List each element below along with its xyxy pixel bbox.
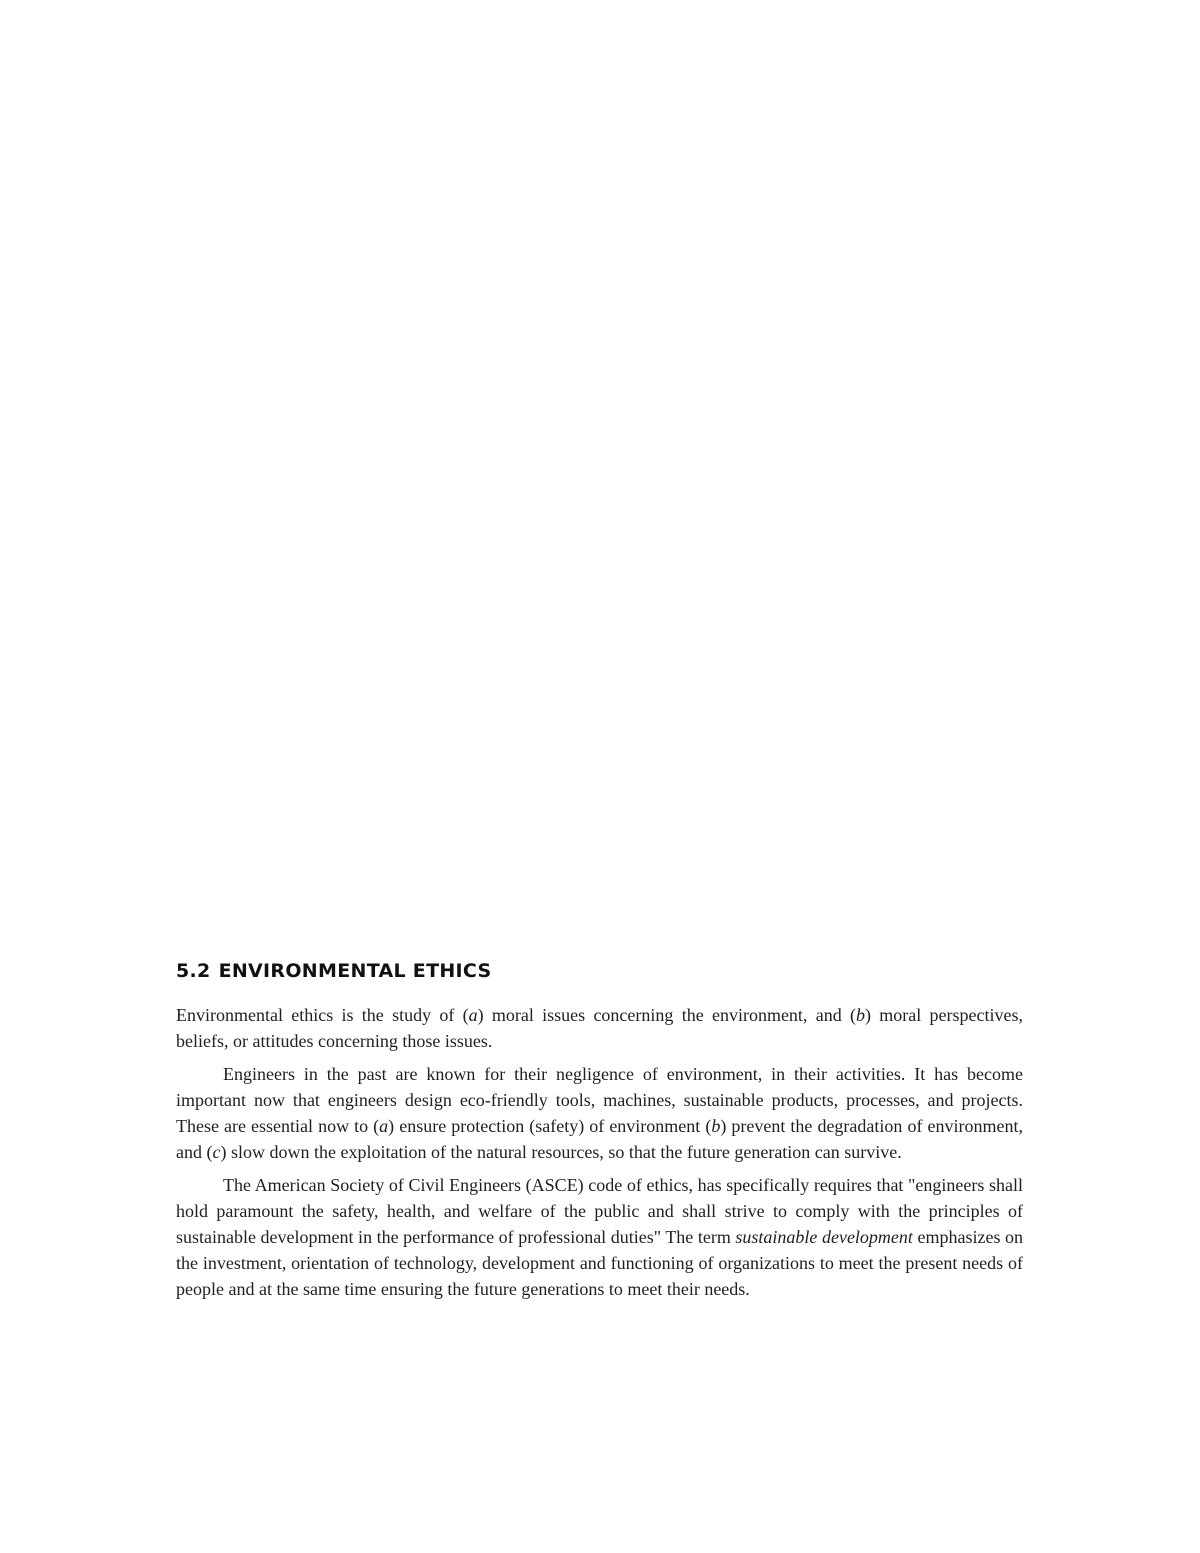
text-run: ) prevent the degradation of environment, and ( [176,1116,1023,1162]
paragraph-definition [176,1002,1023,1054]
section-number: 5.2 [176,960,211,982]
section-content [176,958,1023,1309]
section-heading [176,958,1023,984]
text-run: ) ensure protection (safety) of environment ( [388,1116,712,1136]
paragraph-engineers [176,1061,1023,1165]
text-run: ) slow down the exploitation of the natural resources, so that the future generation can survive. [220,1142,902,1162]
section-title: ENVIRONMENTAL ETHICS [218,960,492,982]
italic-label: b [855,1005,865,1025]
text-run: Environmental ethics is the study of ( [176,1005,469,1025]
text-run: emphasizes on the investment, orientation of technology, development and functioning of organizations to meet the present needs of people and at the same time ensuring the future generations to meet their needs. [176,1227,1024,1299]
text-run: Engineers in the past are known for their negligence of environment, in their activities. It has become important now that engineers design eco-friendly tools, machines, sustainable products, processes, and projects. These are essential now to ( [176,1064,1023,1136]
italic-label: a [379,1116,389,1136]
text-run: ) moral perspectives, beliefs, or attitudes concerning those issues. [176,1005,1023,1051]
paragraph-asce [176,1172,1023,1302]
italic-label: a [468,1005,478,1025]
italic-label: c [212,1142,221,1162]
italic-label: b [711,1116,721,1136]
text-run: ) moral issues concerning the environment, and ( [477,1005,856,1025]
text-run: The American Society of Civil Engineers (ASCE) code of ethics, has specifically requires that "engineers shall hold paramount the safety, health, and welfare of the public and shall strive to comply with the principles of sustainable development in the performance of professional duties" The term [176,1175,1023,1247]
italic-term: sustainable development [735,1227,913,1247]
